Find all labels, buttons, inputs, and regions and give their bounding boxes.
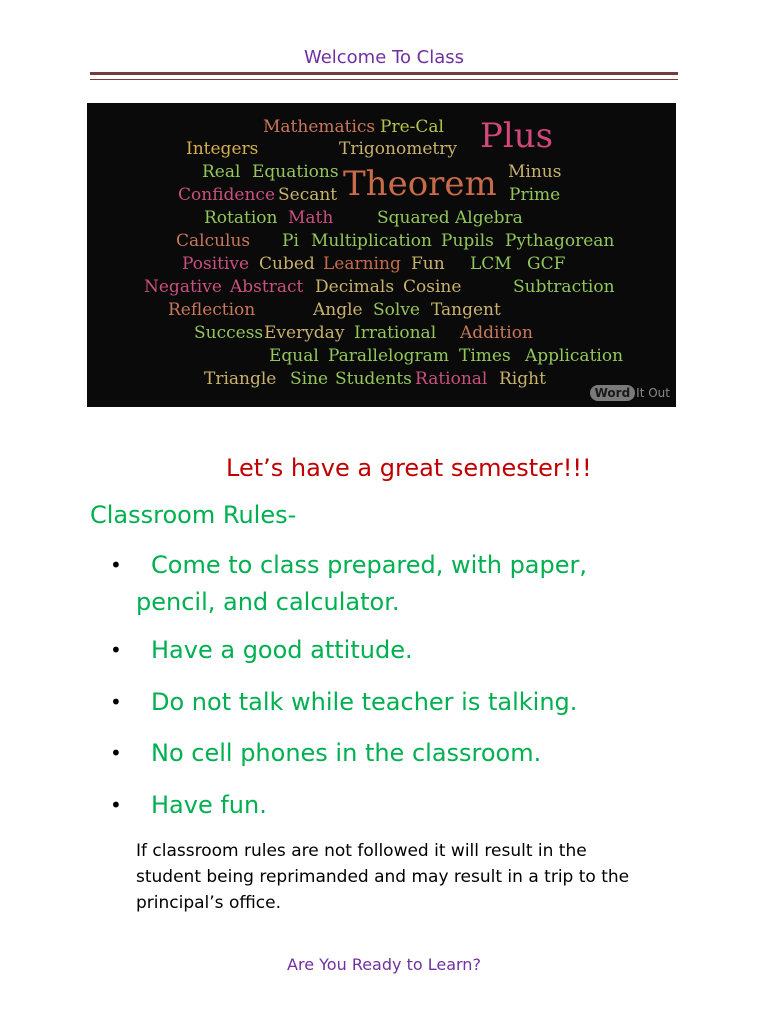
- word-cloud-word: Pythagorean: [505, 231, 615, 251]
- word-cloud-word: Success: [194, 323, 264, 343]
- header-divider-thick: [90, 72, 678, 75]
- word-cloud-word: Everyday: [264, 323, 345, 343]
- word-cloud-word: Equations: [252, 162, 339, 182]
- word-cloud-image: [87, 103, 676, 407]
- word-cloud-word: Learning: [323, 254, 401, 274]
- rule-text: Come to class prepared, with paper, pencil, and calculator.: [136, 551, 588, 616]
- word-cloud-word: Negative: [144, 277, 222, 297]
- semester-message: Let’s have a great semester!!!: [226, 454, 592, 482]
- word-cloud-word: Sine: [290, 369, 329, 389]
- bullet-icon: •: [110, 793, 122, 817]
- word-cloud-word: Multiplication: [311, 231, 432, 251]
- word-cloud-word: Application: [525, 346, 624, 366]
- word-cloud-word: Real: [202, 162, 241, 182]
- word-cloud-word: Reflection: [168, 300, 256, 320]
- wordmark-rest: It Out: [636, 386, 670, 400]
- word-cloud-word: Fun: [411, 254, 445, 274]
- page-title: Welcome To Class: [303, 47, 465, 68]
- word-cloud-word: Pre-Cal: [380, 117, 444, 137]
- rules-consequence-note: If classroom rules are not followed it will result in the student being reprimanded and may result in a trip to the principal’s office.: [136, 841, 630, 913]
- word-cloud-word: Pi: [282, 231, 299, 251]
- word-cloud-word: Pupils: [441, 231, 494, 251]
- rule-text: Have a good attitude.: [151, 636, 413, 664]
- word-cloud-word: Right: [499, 369, 546, 389]
- rule-item: [110, 735, 630, 772]
- word-cloud-word: Solve: [373, 300, 420, 320]
- word-cloud-word: Students: [335, 369, 412, 389]
- word-cloud-word: Times: [459, 346, 511, 366]
- word-cloud-word: Trigonometry: [339, 139, 457, 159]
- rule-item: [110, 787, 630, 824]
- word-cloud-word: Subtraction: [513, 277, 615, 297]
- rules-heading: Classroom Rules-: [90, 501, 297, 529]
- word-cloud-word: Addition: [460, 323, 533, 343]
- word-cloud-word: Prime: [509, 185, 561, 205]
- word-cloud-word: Integers: [186, 139, 259, 159]
- word-cloud-word: Irrational: [354, 323, 437, 343]
- rule-text: No cell phones in the classroom.: [151, 739, 542, 767]
- word-cloud-word: Minus: [508, 162, 562, 182]
- bullet-icon: •: [110, 553, 122, 577]
- header-divider-thin: [90, 79, 678, 80]
- word-cloud-word: Mathematics: [263, 117, 376, 137]
- word-cloud-word: Plus: [480, 116, 554, 156]
- word-cloud-word: Positive: [182, 254, 250, 274]
- word-cloud-word: Confidence: [178, 185, 276, 205]
- rule-item: [110, 547, 630, 621]
- word-cloud-word: Rational: [415, 369, 488, 389]
- word-cloud-word: Squared: [377, 208, 450, 228]
- word-cloud-word: Equal: [269, 346, 319, 366]
- word-cloud-word: Tangent: [431, 300, 501, 320]
- bullet-icon: •: [110, 741, 122, 765]
- word-cloud-word: Secant: [278, 185, 338, 205]
- word-cloud-word: LCM: [470, 254, 512, 274]
- word-cloud-word: Math: [288, 208, 334, 228]
- footer-title: Are You Ready to Learn?: [287, 955, 481, 974]
- word-cloud-word: GCF: [527, 254, 566, 274]
- word-cloud-word: Calculus: [176, 231, 251, 251]
- word-cloud-word: Rotation: [204, 208, 278, 228]
- word-cloud-word: Angle: [313, 300, 363, 320]
- word-cloud-word: Cosine: [403, 277, 462, 297]
- rule-text: Have fun.: [151, 791, 267, 819]
- rule-item: [110, 684, 630, 721]
- word-cloud-word: Theorem: [343, 164, 497, 204]
- wordmark-word: Word: [590, 385, 636, 401]
- word-cloud-word: Algebra: [455, 208, 523, 228]
- rule-item: [110, 632, 630, 669]
- word-cloud-word: Abstract: [230, 277, 304, 297]
- word-cloud-word: Parallelogram: [328, 346, 449, 366]
- wordmark-logo: [590, 385, 670, 401]
- word-cloud-word: Cubed: [259, 254, 315, 274]
- word-cloud-word: Triangle: [204, 369, 277, 389]
- rule-text: Do not talk while teacher is talking.: [151, 688, 578, 716]
- word-cloud-word: Decimals: [315, 277, 395, 297]
- bullet-icon: •: [110, 690, 122, 714]
- bullet-icon: •: [110, 638, 122, 662]
